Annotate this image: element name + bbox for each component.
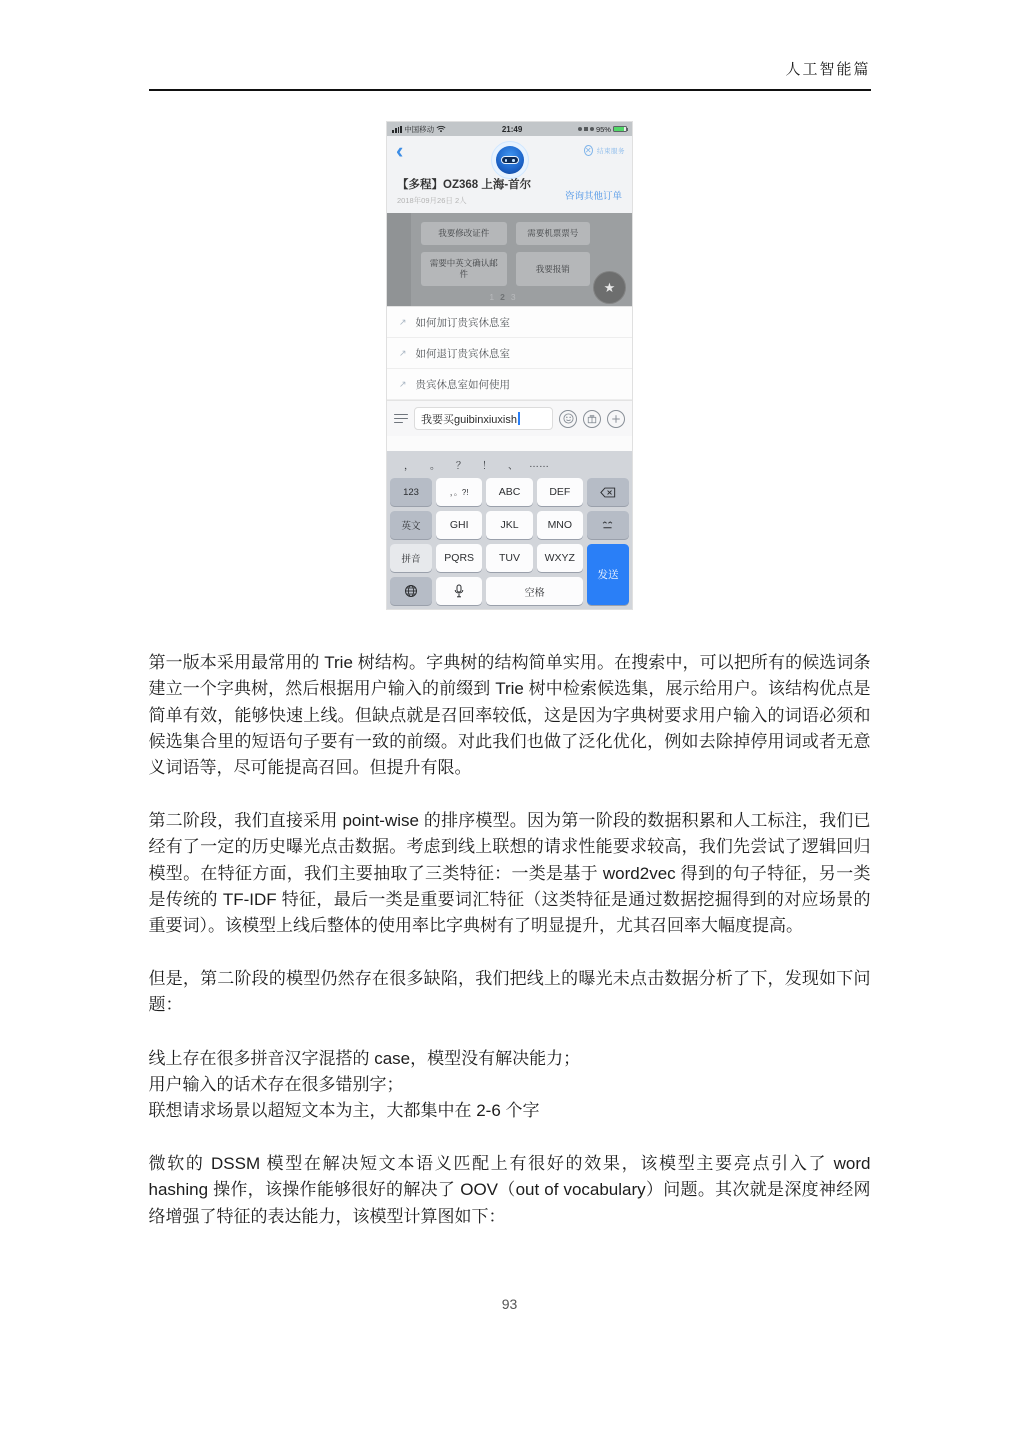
key-punct[interactable]: ，。?! — [436, 478, 482, 506]
key-ghi[interactable]: GHI — [436, 511, 482, 539]
suggestion-item[interactable]: ↗ 贵宾休息室如何使用 — [387, 369, 632, 400]
paragraph-issues-intro: 但是，第二阶段的模型仍然存在很多缺陷，我们把线上的曝光未点击数据分析了下，发现如下问题： — [148, 969, 871, 1015]
key-jkl[interactable]: JKL — [486, 511, 532, 539]
chat-input-bar — [387, 400, 632, 436]
wifi-icon — [436, 125, 446, 133]
battery-icon — [613, 126, 627, 133]
robot-avatar — [491, 141, 529, 179]
star-icon: ★ — [603, 279, 616, 295]
suggestion-item[interactable]: ↗ 如何退订贵宾休息室 — [387, 338, 632, 369]
key-tuv[interactable]: TUV — [486, 544, 532, 572]
insert-arrow-icon: ↗ — [399, 347, 407, 358]
globe-key[interactable] — [390, 577, 432, 605]
issue-line: 线上存在很多拼音汉字混搭的 case，模型没有解决能力； — [148, 1048, 581, 1068]
key-pqrs[interactable]: PQRS — [436, 544, 482, 572]
paragraph-pointwise: 第二阶段，我们直接采用 point-wise 的排序模型。因为第一阶段的数据积累和人工标注，我们已经有了一定的历史曝光点击数据。考虑到线上联想的请求性能要求较高，我们先尝试了逻辑回归模型。在特征方面，我们主要抽取了三类特征：一类是基于 word2vec 得到的句子特征，另一类是传统的 TF-IDF 特征，最后一类是重要词汇特征（这类特征是通过数据挖掘得到的对应场景的重要词）。该模型上线后整体的使用率比字典树有了明显提升，尤其召回率大幅度提高。 — [148, 811, 871, 935]
trip-title: 【多程】OZ368 上海-首尔 — [397, 179, 532, 191]
alarm-icon — [590, 127, 594, 131]
status-time: 21:49 — [501, 124, 523, 134]
page-header: 人工智能篇 — [149, 58, 871, 91]
nav-bar — [387, 136, 632, 166]
battery-percent: 95% — [595, 124, 611, 134]
page-number: 93 — [501, 1295, 518, 1312]
chat-input[interactable] — [414, 407, 553, 430]
text-caret — [518, 412, 520, 425]
emoji-key[interactable] — [587, 511, 629, 539]
keyboard-symbol-row[interactable]: ， 。 ？ ！ 、 …… — [404, 459, 549, 473]
plus-icon[interactable] — [607, 410, 625, 428]
key-english[interactable]: 英文 — [390, 511, 432, 539]
insert-arrow-icon: ↗ — [399, 316, 407, 327]
send-key[interactable]: 发送 — [587, 544, 629, 605]
backspace-key[interactable] — [587, 478, 629, 506]
emoji-icon[interactable] — [559, 410, 577, 428]
quick-reply-button[interactable]: 我要修改证件 — [421, 222, 507, 245]
paragraph-dssm: 微软的 DSSM 模型在解决短文本语义匹配上有很好的效果，该模型主要亮点引入了 word hashing 操作，该操作能够很好的解决了 OOV（out of vocabulary）问题。其次就是深度神经网络增强了特征的表达能力，该模型计算图如下： — [148, 1154, 871, 1226]
trip-date: 2018年09月26日 2人 — [397, 196, 467, 205]
status-bar — [387, 122, 632, 136]
pinyin-keyboard — [387, 451, 632, 609]
gift-icon[interactable] — [583, 410, 601, 428]
key-wxyz[interactable]: WXYZ — [537, 544, 583, 572]
key-pinyin[interactable]: 拼音 — [390, 544, 432, 572]
mic-key[interactable] — [436, 577, 482, 605]
insert-arrow-icon: ↗ — [399, 378, 407, 389]
quick-reply-button[interactable]: 需要机票票号 — [516, 222, 590, 245]
shortcut-menu-icon[interactable] — [394, 414, 408, 424]
smiley-icon — [601, 521, 614, 530]
suggestion-list — [387, 306, 632, 400]
pagination-dots[interactable]: 123 — [489, 292, 522, 303]
chat-input-text: 我要买guibinxiuxish — [421, 413, 517, 426]
favorite-fab-button[interactable] — [593, 271, 626, 304]
globe-icon — [404, 584, 418, 598]
back-button[interactable]: ‹ — [396, 138, 404, 163]
paragraph-trie: 第一版本采用最常用的 Trie 树结构。字典树的结构简单实用。在搜索中，可以把所有的候选词条建立一个字典树，然后根据用户输入的前缀到 Trie 树中检索候选集，展示给用户。该结构优点是简单有效，能够快速上线。但缺点就是召回率较低，这是因为字典树要求用户输入的词语必须和候选集合里的短语句子要有一致的前缀。对此我们也做了泛化优化，例如去除掉停用词或者无意义词语等，尽可能提高召回。但提升有限。 — [148, 653, 871, 777]
issue-line: 联想请求场景以超短文本为主，大都集中在 2-6 个字 — [148, 1100, 540, 1120]
dimmed-chat-bubble — [387, 213, 411, 306]
quick-reply-button[interactable]: 需要中英文确认邮件 — [421, 252, 507, 286]
end-service-label: 结束服务 — [597, 148, 625, 155]
suggestion-item[interactable]: ↗ 如何加订贵宾休息室 — [387, 306, 632, 338]
chat-gap — [387, 436, 632, 451]
key-def[interactable]: DEF — [537, 478, 583, 506]
phone-screenshot — [386, 121, 633, 610]
backspace-icon — [600, 487, 616, 498]
mic-icon — [454, 584, 464, 598]
issue-list — [149, 1046, 871, 1125]
quick-reply-panel — [387, 213, 632, 306]
close-circle-icon: ✕ — [584, 146, 592, 155]
location-icon — [578, 127, 582, 131]
orientation-lock-icon — [584, 127, 588, 131]
space-key[interactable]: 空格 — [486, 577, 583, 605]
carrier-label: 中国移动 — [404, 124, 435, 134]
quick-reply-button[interactable]: 我要报销 — [516, 252, 590, 286]
issue-line: 用户输入的话术存在很多错别字； — [148, 1074, 404, 1094]
end-service-button[interactable] — [584, 140, 625, 158]
article-body — [149, 650, 871, 1230]
key-mno[interactable]: MNO — [537, 511, 583, 539]
key-123[interactable]: 123 — [390, 478, 432, 506]
key-abc[interactable]: ABC — [486, 478, 532, 506]
signal-strength-icon — [392, 126, 402, 133]
consult-other-orders-link[interactable]: 咨询其他订单 — [564, 191, 622, 202]
